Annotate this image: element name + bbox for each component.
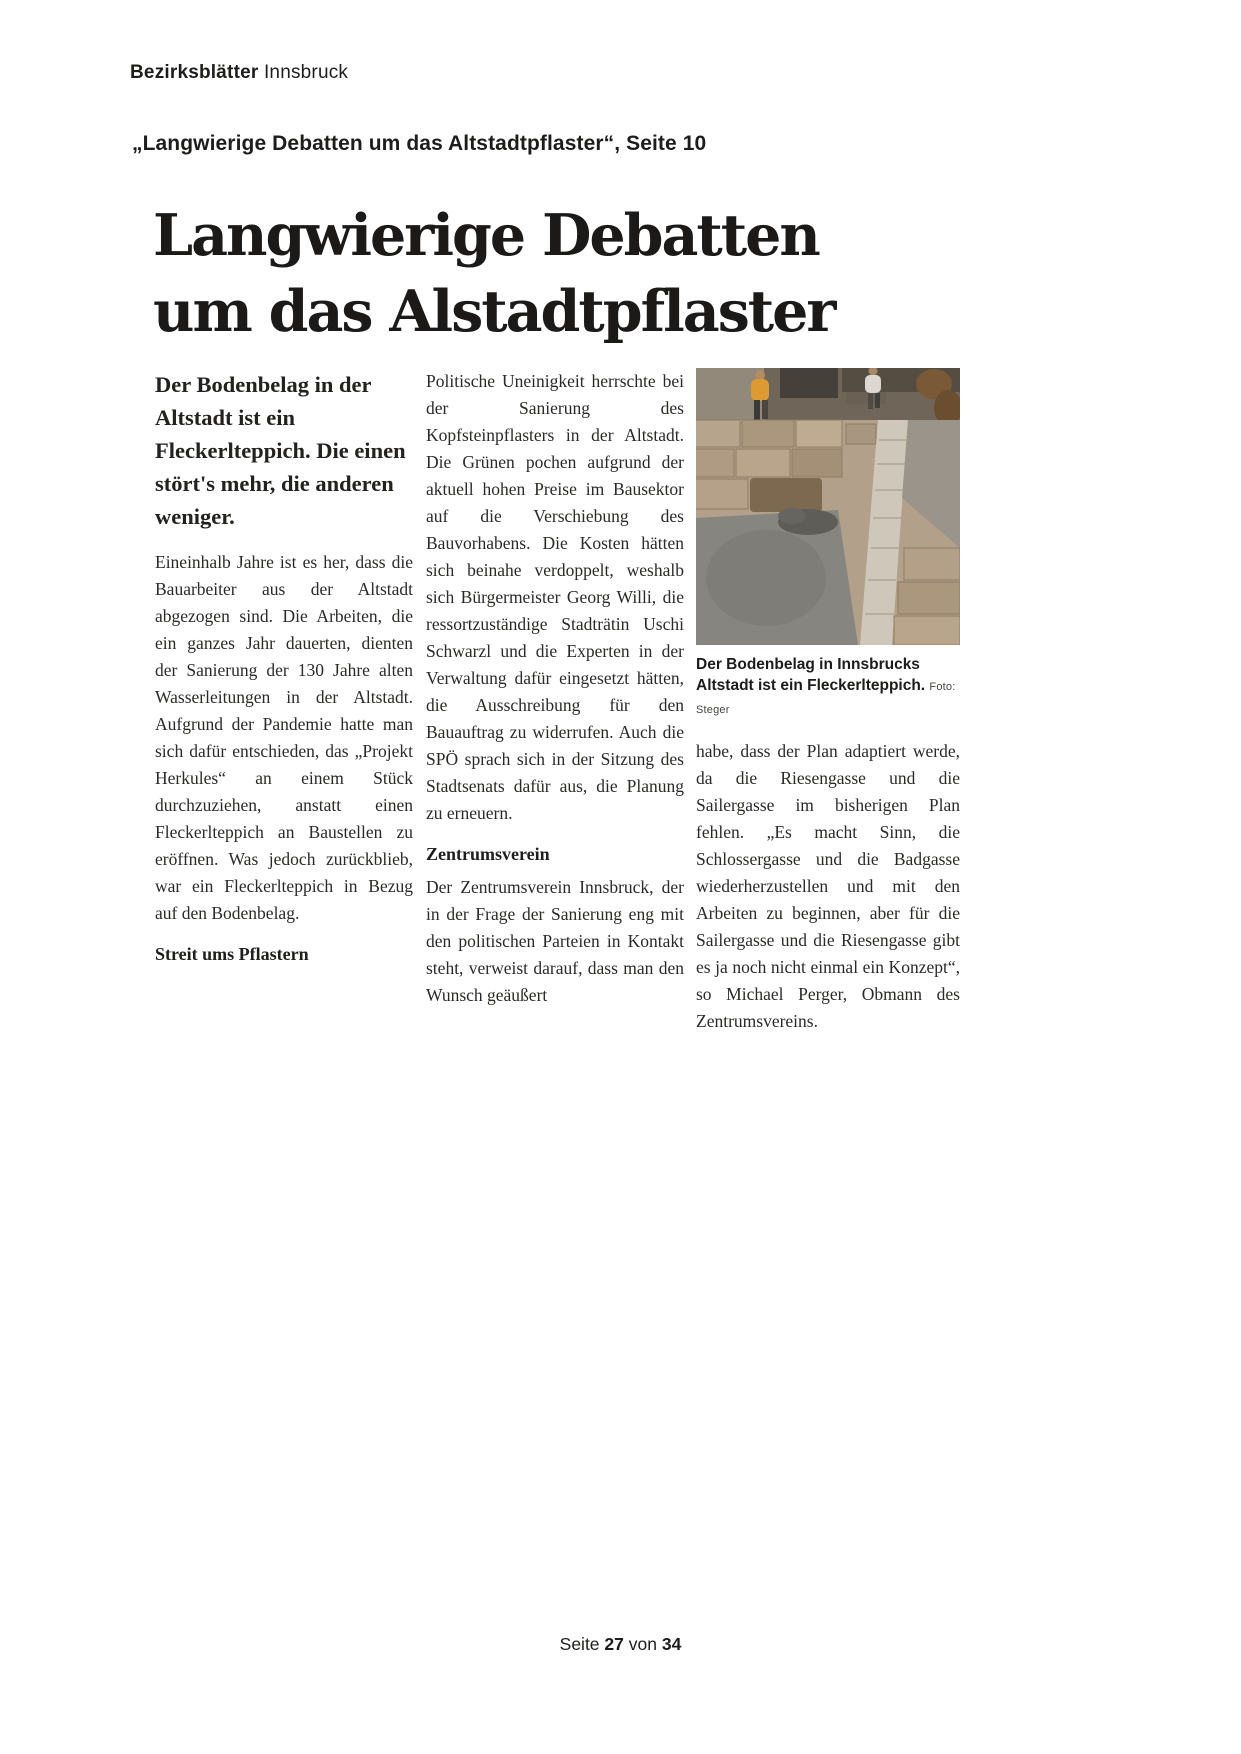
headline-line-1: Langwierige Debatten	[153, 202, 819, 269]
article-column-1	[155, 368, 413, 974]
article-paragraph: Der Zentrumsverein Innsbruck, der in der Frage der Sanierung eng mit den politischen Parteien in Kontakt steht, verweist darauf, dass man den Wunsch geäußert	[426, 877, 684, 1005]
footer-total-pages: 34	[661, 1634, 682, 1654]
footer-label-of: von	[628, 1634, 657, 1654]
publication-name: Bezirksblätter	[130, 62, 259, 83]
photo-caption-text: Der Bodenbelag in Innsbrucks Altstadt ist ein Fleckerlteppich.	[696, 656, 926, 694]
footer-label-page: Seite	[559, 1634, 600, 1654]
footer-page-number: 27	[604, 1634, 624, 1654]
photo-credit: Foto: Steger	[696, 681, 956, 716]
article-paragraph: Politische Uneinigkeit herrschte bei der Sanierung des Kopfsteinpflasters in der Altstadt. Die Grünen pochen aufgrund der aktuell hohen Preise im Bausektor auf die Verschiebung des Bauvorhabens. Die Kosten hätten sich beinahe verdoppelt, weshalb sich Bürgermeister Georg Willi, die ressortzuständige Stadträtin Uschi Schwarzl und die Experten in der Verwaltung dafür eingesetzt hätten, die Ausschreibung für den Bauauftrag zu widerrufen. Auch die SPÖ sprach sich in der Sitzung des Stadtsenats dafür aus, die Planung zu erneuern.	[426, 371, 684, 823]
article-photo	[696, 368, 960, 645]
article-paragraph: habe, dass der Plan adaptiert werde, da die Riesengasse und die Sailergasse im bisherigen Plan fehlen. „Es macht Sinn, die Schlossergasse und die Badgasse wiederherzustellen und mit den Arbeiten zu beginnen, aber für die Sailergasse und die Riesengasse gibt es ja noch nicht einmal ein Konzept“, so Michael Perger, Obmann des Zentrumsvereins.	[696, 741, 960, 1031]
article-column-2	[426, 368, 684, 1009]
photo-caption	[696, 654, 960, 721]
headline-line-2: um das Alstadtpflaster	[153, 278, 835, 345]
article-paragraph: Eineinhalb Jahre ist es her, dass die Bauarbeiter aus der Altstadt abgezogen sind. Die Arbeiten, die ein ganzes Jahr dauerten, dienten der Sanierung der 130 Jahre alten Wasserleitungen in der Altstadt. Aufgrund der Pandemie hatte man sich dafür entschieden, das „Projekt Herkules“ an einem Stück durchzuziehen, anstatt einen Fleckerlteppich an Baustellen zu eröffnen. Was jedoch zurückblieb, war ein Fleckerlteppich in Bezug auf den Bodenbelag.	[155, 552, 413, 923]
article-body	[155, 368, 967, 1031]
clipping-reference-line: „Langwierige Debatten um das Altstadtpflaster“, Seite 10	[132, 132, 707, 155]
article-lead: Der Bodenbelag in der Altstadt ist ein Fleckerlteppich. Die einen stört's mehr, die anderen weniger.	[155, 372, 406, 529]
article-subhead-zentrumsverein: Zentrumsverein	[426, 844, 550, 864]
article-subhead-streit: Streit ums Pflastern	[155, 944, 309, 964]
article-column-3	[696, 368, 960, 1035]
publication-header	[130, 62, 348, 84]
article-headline	[153, 198, 1013, 350]
page-footer	[0, 1634, 1241, 1655]
publication-edition: Innsbruck	[263, 62, 349, 83]
